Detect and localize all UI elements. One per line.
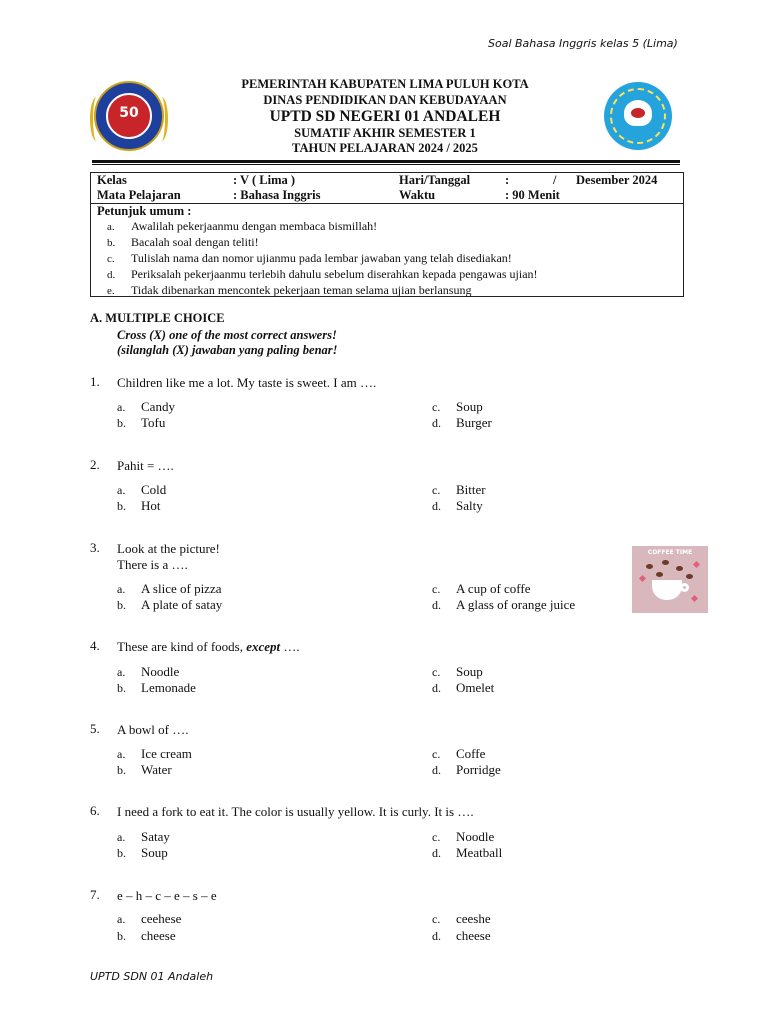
mapel-label: Mata Pelajaran	[97, 188, 181, 202]
option-7b[interactable]: b. cheese	[117, 928, 176, 943]
hari-label: Hari/Tanggal	[399, 173, 471, 187]
mapel-value: : Bahasa Inggris	[233, 188, 321, 202]
hari-slash: /	[553, 173, 557, 187]
list-item: d. Periksalah pekerjaanmu terlebih dahulu sebelum diserahkan kepada pengawas ujian!	[107, 267, 538, 281]
option-3b[interactable]: b. A plate of satay	[117, 597, 223, 612]
option-2d[interactable]: d. Salty	[432, 498, 483, 513]
option-2a[interactable]: a. Cold	[117, 482, 167, 497]
list-item: a. Awalilah pekerjaanmu dengan membaca bismillah!	[107, 219, 378, 233]
emphasis-text: except	[246, 639, 281, 654]
option-1c[interactable]: c. Soup	[432, 399, 483, 414]
question-text: Pahit = ….	[117, 458, 174, 473]
list-item: b. Bacalah soal dengan teliti!	[107, 235, 259, 249]
list-item: c. Tulislah nama dan nomor ujianmu pada lembar jawaban yang telah disediakan!	[107, 251, 512, 265]
question-number: 6.	[90, 803, 100, 818]
option-3d[interactable]: d. A glass of orange juice	[432, 597, 576, 612]
question-number: 2.	[90, 457, 100, 472]
question-number: 4.	[90, 638, 100, 653]
kelas-label: Kelas	[97, 173, 127, 187]
department-title: DINAS PENDIDIKAN DAN KEBUDAYAAN	[263, 93, 507, 107]
question-text: These are kind of foods, except ….	[117, 639, 300, 654]
waktu-value: : 90 Menit	[505, 188, 560, 202]
footer-text: UPTD SDN 01 Andaleh	[90, 970, 214, 983]
list-item: e. Tidak dibenarkan mencontek pekerjaan teman selama ujian berlansung	[107, 283, 472, 297]
academic-year: TAHUN PELAJARAN 2024 / 2025	[292, 141, 478, 155]
petunjuk-list	[107, 218, 538, 298]
header-rule-thick	[92, 160, 680, 163]
section-instructions: Cross (X) one of the most correct answers! (silanglah (X) jawaban yang paling benar!	[117, 328, 338, 357]
option-4c[interactable]: c. Soup	[432, 664, 483, 679]
option-3c[interactable]: c. A cup of coffe	[432, 581, 531, 596]
option-4d[interactable]: d. Omelet	[432, 680, 495, 695]
question-number: 5.	[90, 721, 100, 736]
option-2c[interactable]: c. Bitter	[432, 482, 486, 497]
option-6b[interactable]: b. Soup	[117, 845, 168, 860]
coffee-cup-icon	[632, 546, 708, 613]
hari-value: Desember 2024	[576, 173, 658, 187]
question-text: A bowl of ….	[117, 722, 189, 737]
option-7c[interactable]: c. ceeshe	[432, 911, 491, 926]
section-title: A. MULTIPLE CHOICE	[90, 311, 225, 325]
waktu-label: Waktu	[399, 188, 436, 202]
kelas-value: : V ( Lima )	[233, 173, 296, 187]
question-text: I need a fork to eat it. The color is usually yellow. It is curly. It is ….	[117, 804, 474, 819]
option-5d[interactable]: d. Porridge	[432, 762, 501, 777]
option-5c[interactable]: c. Coffe	[432, 746, 486, 761]
letterhead	[90, 76, 685, 164]
option-6d[interactable]: d. Meatball	[432, 845, 503, 860]
option-1d[interactable]: d. Burger	[432, 415, 492, 430]
option-7d[interactable]: d. cheese	[432, 928, 491, 943]
question-text: Look at the picture!	[117, 541, 220, 556]
question-number: 7.	[90, 887, 100, 902]
emblem-number: 50	[119, 105, 139, 121]
option-7a[interactable]: a. ceehese	[117, 911, 182, 926]
exam-title: SUMATIF AKHIR SEMESTER 1	[294, 126, 476, 140]
option-4b[interactable]: b. Lemonade	[117, 680, 196, 695]
hari-colon: :	[505, 173, 510, 187]
header-note: Soal Bahasa Inggris kelas 5 (Lima)	[488, 37, 678, 50]
petunjuk-title: Petunjuk umum :	[97, 204, 192, 218]
option-6c[interactable]: c. Noodle	[432, 829, 495, 844]
option-6a[interactable]: a. Satay	[117, 829, 170, 844]
picture-caption: COFFEE TIME	[647, 549, 693, 556]
option-2b[interactable]: b. Hot	[117, 498, 161, 513]
question-text: Children like me a lot. My taste is sweet. I am ….	[117, 375, 377, 390]
section-multiple-choice	[90, 311, 338, 357]
option-1b[interactable]: b. Tofu	[117, 415, 166, 430]
question-text: e – h – c – e – s – e	[117, 888, 217, 903]
question-number: 3.	[90, 540, 100, 555]
government-title: PEMERINTAH KABUPATEN LIMA PULUH KOTA	[241, 77, 529, 91]
option-5a[interactable]: a. Ice cream	[117, 746, 192, 761]
option-3a[interactable]: a. A slice of pizza	[117, 581, 222, 596]
school-name: UPTD SD NEGERI 01 ANDALEH	[269, 108, 501, 125]
header-rule-thin	[92, 164, 680, 165]
tut-wuri-handayani-icon	[604, 82, 672, 150]
option-5b[interactable]: b. Water	[117, 762, 172, 777]
option-1a[interactable]: a. Candy	[117, 399, 175, 414]
option-4a[interactable]: a. Noodle	[117, 664, 180, 679]
question-number: 1.	[90, 374, 100, 389]
question-text-line2: There is a ….	[117, 557, 188, 572]
exam-info-box	[90, 172, 684, 297]
